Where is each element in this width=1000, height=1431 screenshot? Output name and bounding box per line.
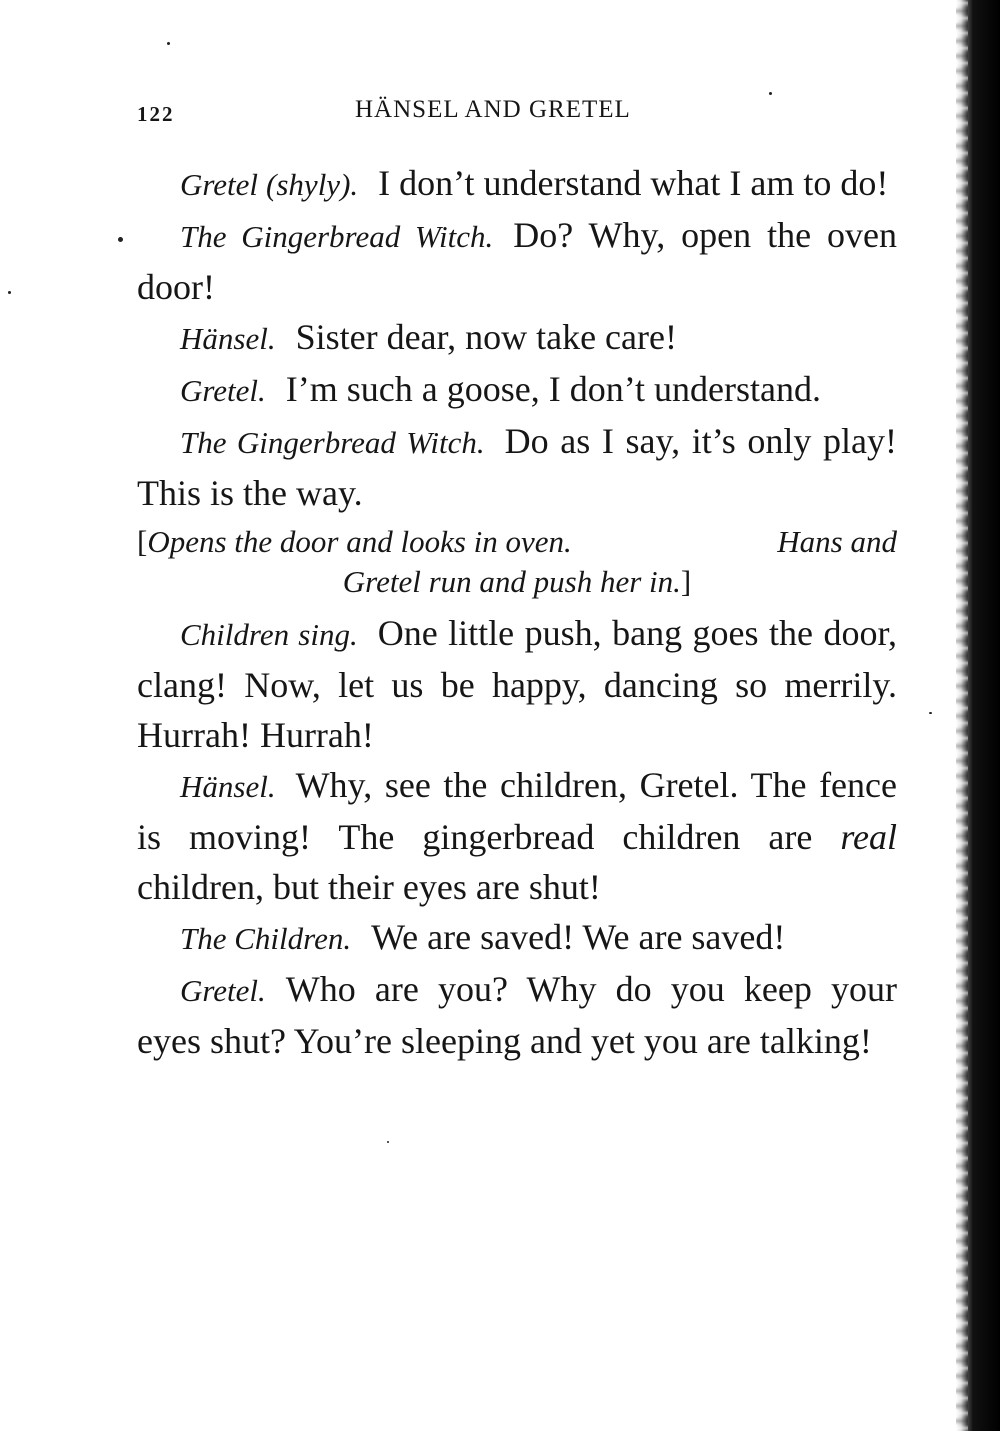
emphasized-word: real	[840, 817, 898, 857]
speaker-name: Children sing.	[180, 617, 358, 652]
dialogue-paragraph	[137, 608, 897, 760]
page-number: 122	[137, 102, 175, 126]
page-binding-edge	[956, 0, 1000, 1431]
dialogue-text: Why, see the children, Gretel. The fence is moving! The gingerbread children are	[137, 765, 897, 857]
close-bracket: ]	[680, 564, 692, 599]
stage-direction-text: Gretel run and push her in.	[342, 564, 681, 599]
stage-direction-line	[137, 522, 897, 562]
open-bracket: [	[137, 524, 148, 559]
stage-direction-text	[137, 522, 572, 562]
dialogue-paragraph	[137, 912, 897, 964]
scan-speck	[118, 237, 123, 242]
speaker-name: Gretel	[180, 167, 259, 202]
dialogue-text: I don’t understand what I am to do!	[378, 163, 889, 203]
dialogue-text: Do as I say, it’s only play! This is the way.	[137, 421, 897, 513]
page-body	[137, 158, 897, 1066]
scan-speck	[387, 1141, 389, 1143]
speaker-name: Hänsel.	[180, 769, 276, 804]
dialogue-paragraph	[137, 210, 897, 312]
speaker-name: The Gingerbread Witch.	[180, 219, 494, 254]
dialogue-paragraph	[137, 158, 897, 210]
stage-direction-line	[137, 562, 897, 602]
stage-direction-inline: (shyly).	[266, 167, 359, 202]
speaker-name: Gretel.	[180, 973, 266, 1008]
speaker-name: Gretel.	[180, 373, 266, 408]
stage-direction	[137, 522, 897, 602]
dialogue-paragraph	[137, 364, 897, 416]
dialogue-paragraph	[137, 760, 897, 912]
dialogue-text: We are saved! We are saved!	[371, 917, 786, 957]
speaker-name: The Gingerbread Witch.	[180, 425, 485, 460]
stage-direction-right: Hans and	[777, 524, 897, 559]
dialogue-text: Sister dear, now take care!	[295, 317, 677, 357]
speaker-name: Hänsel.	[180, 321, 276, 356]
dialogue-paragraph	[137, 312, 897, 364]
dialogue-text: Do? Why, open the oven door!	[137, 215, 898, 307]
scan-speck	[929, 712, 932, 714]
stage-direction-left: Opens the door and looks in oven.	[147, 524, 572, 559]
dialogue-text: Who are you? Why do you keep your eyes shut? You’re sleeping and yet you are talking!	[137, 969, 897, 1061]
speaker-name: The Children.	[180, 921, 352, 956]
scan-speck	[769, 92, 772, 95]
scan-speck	[8, 291, 11, 294]
dialogue-text: I’m such a goose, I don’t understand.	[285, 369, 822, 409]
page-header	[137, 96, 897, 130]
scan-speck	[167, 42, 170, 45]
dialogue-text: One little push, bang goes the door, clang! Now, let us be happy, dancing so merrily. Hurrah! Hurrah!	[137, 613, 897, 755]
running-head: HÄNSEL AND GRETEL	[355, 96, 631, 123]
dialogue-paragraph	[137, 964, 897, 1066]
dialogue-text: children, but their eyes are shut!	[137, 867, 601, 907]
dialogue-paragraph	[137, 416, 897, 518]
